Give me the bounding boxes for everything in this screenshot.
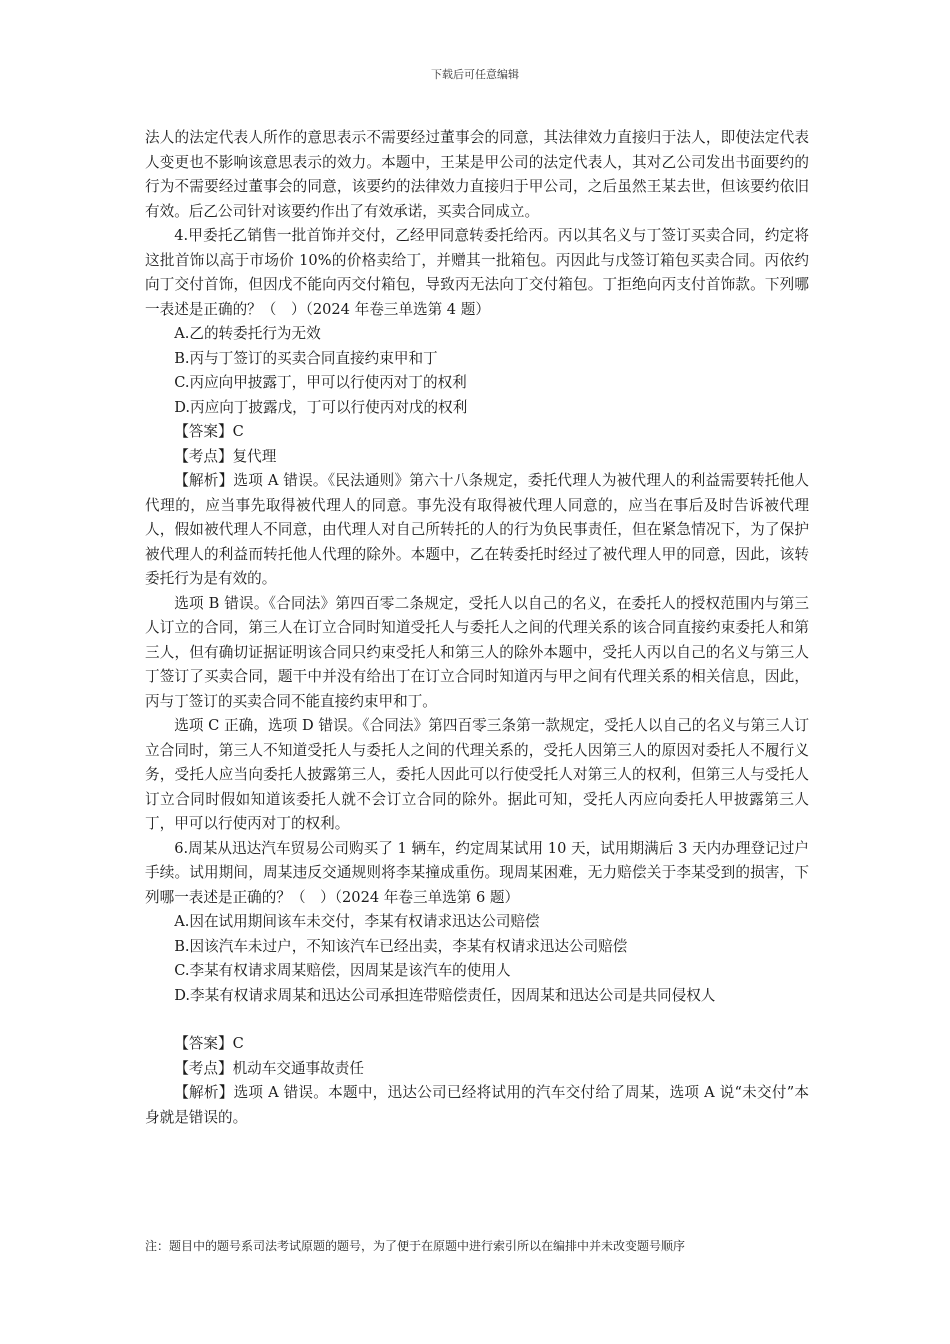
- test-point: 【考点】复代理: [174, 447, 277, 465]
- analysis-paragraph: 【解析】选项 A 错误。本题中，迅达公司已经将试用的汽车交付给了周某，选项 A 说“未交付”本身就是错误的。: [145, 1084, 809, 1126]
- option-d: D.丙应向丁披露戊，丁可以行使丙对戊的权利: [174, 398, 468, 416]
- answer: 【答案】C: [174, 1035, 244, 1052]
- option-b: B.丙与丁签订的买卖合同直接约束甲和丁: [174, 349, 438, 367]
- option-b: B.因该汽车未过户，不知该汽车已经出卖，李某有权请求迅达公司赔偿: [174, 937, 628, 955]
- analysis-paragraph: 【解析】选项 A 错误。《民法通则》第六十八条规定，委托代理人为被代理人的利益需要转托他人代理的，应当事先取得被代理人的同意。事先没有取得被代理人同意的，应当在事后及时告诉被代理人，假如被代理人不同意，由代理人对自己所转托的人的行为负民事责任，但在紧急情况下，为了保护被代理人的利益而转托他人代理的除外。本题中，乙在转委托时经过了被代理人甲的同意，因此，该转委托行为是有效的。: [145, 472, 809, 587]
- test-point: 【考点】机动车交通事故责任: [174, 1059, 364, 1077]
- option-c: C.丙应向甲披露丁，甲可以行使丙对丁的权利: [174, 374, 467, 391]
- question-6: 6.周某从迅达汽车贸易公司购买了 1 辆车，约定周某试用 10 天，试用期满后 3 天内办理登记过户手续。试用期间，周某违反交通规则将李某撞成重伤。现周某困难，无力赔偿关于李某受到的损害，下列哪一表述是正确的？（ ）（2024 年卷三单选第 6 题）: [145, 839, 809, 906]
- option-a: A.因在试用期间该车未交付，李某有权请求迅达公司赔偿: [174, 913, 540, 930]
- page-footer-note: 注：题目中的题号系司法考试原题的题号，为了便于在原题中进行索引所以在编排中并未改变题号顺序: [145, 1239, 686, 1253]
- option-a: A.乙的转委托行为无效: [174, 325, 321, 342]
- analysis-paragraph: 选项 C 正确，选项 D 错误。《合同法》第四百零三条第一款规定，受托人以自己的名义与第三人订立合同时，第三人不知道受托人与委托人之间的代理关系的，受托人因第三人的原因对委托人不履行义务，受托人应当向委托人披露第三人，委托人因此可以行使受托人对第三人的权利，但第三人与受托人订立合同时假如知道该委托人就不会订立合同的除外。据此可知，受托人丙应向委托人甲披露第三人丁，甲可以行使丙对丁的权利。: [145, 717, 809, 832]
- answer: 【答案】C: [174, 423, 244, 440]
- page-header: 下载后可任意编辑: [431, 68, 519, 81]
- blank-line: [145, 1008, 809, 1032]
- paragraph: 法人的法定代表人所作的意思表示不需要经过董事会的同意，其法律效力直接归于法人，即使法定代表人变更也不影响该意思表示的效力。本题中，王某是甲公司的法定代表人，其对乙公司发出书面要约的行为不需要经过董事会的同意，该要约的法律效力直接归于甲公司，之后虽然王某去世，但该要约依旧有效。后乙公司针对该要约作出了有效承诺，买卖合同成立。: [145, 129, 809, 220]
- analysis-paragraph: 选项 B 错误。《合同法》第四百零二条规定，受托人以自己的名义，在委托人的授权范围内与第三人订立的合同，第三人在订立合同时知道受托人与委托人之间的代理关系的该合同直接约束委托人和第三人，但有确切证据证明该合同只约束受托人和第三人的除外本题中，受托人丙以自己的名义与第三人丁签订了买卖合同，题干中并没有给出丁在订立合同时知道丙与甲之间有代理关系的相关信息，因此，丙与丁签订的买卖合同不能直接约束甲和丁。: [145, 594, 809, 710]
- question-4: 4.甲委托乙销售一批首饰并交付，乙经甲同意转委托给丙。丙以其名义与丁签订买卖合同，约定将这批首饰以高于市场价 10%的价格卖给丁，并赠其一批箱包。丙因此与戊签订箱包买卖合同。丙依约向丁交付首饰，但因戊不能向丙交付箱包，导致丙无法向丁交付箱包。丁拒绝向丙支付首饰款。下列哪一表述是正确的？（ ）（2024 年卷三单选第 4 题）: [145, 227, 809, 318]
- document-body: [145, 126, 809, 1130]
- option-c: C.李某有权请求周某赔偿，因周某是该汽车的使用人: [174, 962, 511, 979]
- option-d: D.李某有权请求周某和迅达公司承担连带赔偿责任，因周某和迅达公司是共同侵权人: [174, 986, 716, 1004]
